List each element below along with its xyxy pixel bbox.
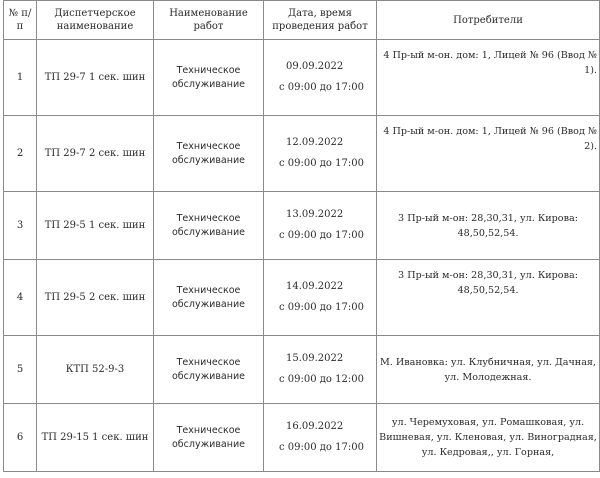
- row-consumers: 3 Пр-ый м-он: 28,30,31, ул. Кирова: 48,50,52,54.: [377, 260, 600, 336]
- header-num: № п/п: [4, 1, 37, 40]
- table-row: [4, 260, 600, 336]
- row-consumers: М. Ивановка: ул. Клубничная, ул. Дачная, ул. Молодежная.: [377, 336, 600, 404]
- row-date-time: [264, 260, 377, 336]
- row-date: 14.09.2022: [286, 281, 344, 292]
- table-row: [4, 404, 600, 472]
- row-time: с 09:00 до 17:00: [279, 158, 364, 169]
- row-date-time: [264, 116, 377, 192]
- row-num: 1: [4, 40, 37, 116]
- row-date: 13.09.2022: [286, 209, 344, 220]
- row-work-name: Техническое обслуживание: [154, 116, 264, 192]
- row-work-name: Техническое обслуживание: [154, 40, 264, 116]
- header-consumers: Потребители: [377, 1, 600, 40]
- header-dispatch-name: Диспетчерское наименование: [37, 1, 154, 40]
- row-consumers: 4 Пр-ый м-он. дом: 1, Лицей № 96 (Ввод № 2).: [377, 116, 600, 192]
- table-row: [4, 192, 600, 260]
- outage-schedule-table: [3, 0, 600, 472]
- row-time: с 09:00 до 17:00: [279, 82, 364, 93]
- row-time: с 09:00 до 17:00: [279, 302, 364, 313]
- row-dispatch-name: ТП 29-7 1 сек. шин: [37, 40, 154, 116]
- row-dispatch-name: КТП 52-9-3: [37, 336, 154, 404]
- row-date-time: [264, 40, 377, 116]
- row-time: с 09:00 до 17:00: [279, 442, 364, 453]
- row-date: 09.09.2022: [286, 61, 344, 72]
- row-time: с 09:00 до 12:00: [279, 374, 364, 385]
- row-dispatch-name: ТП 29-7 2 сек. шин: [37, 116, 154, 192]
- row-num: 3: [4, 192, 37, 260]
- table-row: [4, 116, 600, 192]
- header-date-time: Дата, время проведения работ: [264, 1, 377, 40]
- row-num: 5: [4, 336, 37, 404]
- row-date: 15.09.2022: [286, 353, 344, 364]
- row-consumers: 3 Пр-ый м-он: 28,30,31, ул. Кирова: 48,50,52,54.: [377, 192, 600, 260]
- row-dispatch-name: ТП 29-5 2 сек. шин: [37, 260, 154, 336]
- table-row: [4, 336, 600, 404]
- row-work-name: Техническое обслуживание: [154, 260, 264, 336]
- row-date-time: [264, 192, 377, 260]
- row-dispatch-name: ТП 29-15 1 сек. шин: [37, 404, 154, 472]
- row-time: с 09:00 до 17:00: [279, 230, 364, 241]
- row-num: 2: [4, 116, 37, 192]
- row-date-time: [264, 336, 377, 404]
- row-date: 12.09.2022: [286, 137, 344, 148]
- row-work-name: Техническое обслуживание: [154, 404, 264, 472]
- header-work-name: Наименование работ: [154, 1, 264, 40]
- row-num: 6: [4, 404, 37, 472]
- header-row: [4, 1, 600, 40]
- row-date-time: [264, 404, 377, 472]
- table-row: [4, 40, 600, 116]
- row-work-name: Техническое обслуживание: [154, 192, 264, 260]
- row-consumers: ул. Черемуховая, ул. Ромашковая, ул. Вишневая, ул. Кленовая, ул. Виноградная, ул. Кедровая,, ул. Горная,: [377, 404, 600, 472]
- row-consumers: 4 Пр-ый м-он. дом: 1, Лицей № 96 (Ввод № 1).: [377, 40, 600, 116]
- row-date: 16.09.2022: [286, 421, 344, 432]
- row-dispatch-name: ТП 29-5 1 сек. шин: [37, 192, 154, 260]
- row-num: 4: [4, 260, 37, 336]
- row-work-name: Техническое обслуживание: [154, 336, 264, 404]
